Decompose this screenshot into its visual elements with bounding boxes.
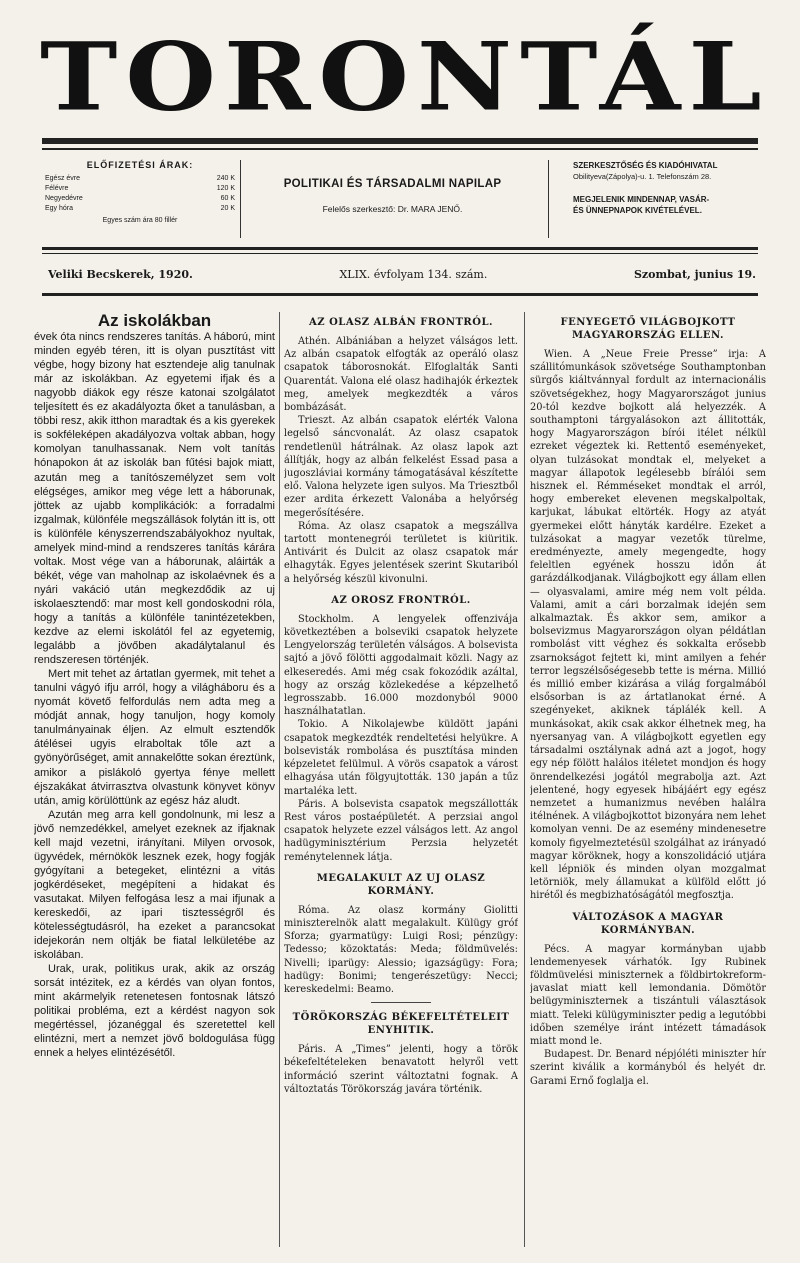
paragraph: Páris. A bolsevista csapatok megszállották Rest város postaépületét. A perzsiai angol csapatok helyzete ezzel válságos lett. Az angol hadügyminisztérium Perzsia helyzetét reménytelennek látja. — [284, 798, 518, 863]
dateline-place: Veliki Becskerek, 1920. — [48, 268, 193, 281]
paragraph: Budapest. Dr. Benard népjóléti miniszter hír szerint kiválik a kormányból és helyét dr. Garami Ernő foglalja el. — [530, 1049, 766, 1087]
paragraph: Páris. A „Times” jelenti, hogy a török békefeltételeken benavatott helyről vett információ szerint változtatni fognak. A változtatás Törökország javára történik. — [284, 1044, 518, 1095]
price-value: 20 K — [220, 205, 235, 212]
separator — [371, 1002, 431, 1003]
price-row — [45, 194, 235, 204]
column-news — [284, 312, 518, 1096]
price-row — [45, 204, 235, 214]
section-heading: VÁLTOZÁSOK A MAGYAR KORMÁNYBAN. — [572, 911, 724, 936]
office-line3: MEGJELENIK MINDENNAP, VASÁR- — [573, 195, 710, 204]
paragraph: Róma. Az olasz csapatok a megszállva tartott montenegrói területet is kiüritik. Antivárit és Dulcit az olasz csapatok már elhagyták. Egyes jelentések szerint Skutariból a helyőrség készül kivonulni. — [284, 520, 518, 585]
paragraph: Urak, urak, politikus urak, akik az ország sorsát intézitek, ez a kérdés van olyan fontos, mint akármelyik retenetesen fontosnak látszó politikai probléma, ezt a kérdést nagyon sok megértéssel, józanéggal és szeretettel kell elintézni, mert a nemzet jövő boldogulása függ ennek a helyes elintézésétől. — [34, 963, 275, 1060]
office-line1: SZERKESZTŐSÉG ÉS KIADÓHIVATAL — [573, 161, 718, 170]
paragraph: Trieszt. Az albán csapatok elérték Valona legelső sáncvonalát. Az olasz csapatok rendetlenül hátrálnak. Az olasz lapok azt állítják, hogy az albán felkelést Essad pasa a jugoszláviai kormány támogatásával készítette elő. Valona helyzete igen sulyos. Ma Triesztből ezer ardita érkezett Valonába a helyőrség megerősítésére. — [284, 415, 518, 519]
paragraph: Tokio. A Nikolajewbe küldött japáni csapatok megkezdték rendeltetési helyükre. A bolsevisták rombolása és pusztítása minden képzeletet felülmul. A vörös csapatok a várost elhagyása után fölgyujtották. 130 japán a tűz martaléka lett. — [284, 719, 518, 797]
section-heading: FENYEGETŐ VILÁGBOJKOTT MAGYARORSZÁG ELLEN. — [560, 317, 736, 341]
column-news-right — [530, 312, 766, 1088]
price-row — [45, 184, 235, 194]
section-heading: AZ OLASZ ALBÁN FRONTRÓL. — [309, 317, 493, 328]
article-title: Az iskolákban — [97, 312, 212, 330]
paragraph: Stockholm. A lengyelek offenzivája következtében a bolseviki csapatok helyzete Lengyelország területén válságos. A bolsevista sajtó a jövő fölötti aggodalmait közli. Nagy az elkeseredés. Ami még csak fokozódik azáltal, hogy az ország közlekedése a képzelhető legrosszabb. 16.000 mozdonyból 9000 használhatatlan. — [284, 613, 518, 718]
tagline: POLITIKAI ÉS TÁRSADALMI NAPILAP — [283, 178, 502, 190]
price-label: Félévre — [45, 185, 69, 192]
editor-line: Felelős szerkesztő: Dr. MARA JENŐ. — [322, 204, 463, 214]
price-value: 240 K — [216, 175, 235, 182]
header-rule-thin — [42, 253, 758, 254]
price-row — [45, 174, 235, 184]
price-label: Negyedévre — [45, 195, 83, 202]
column-divider — [279, 312, 280, 1247]
masthead-rule — [42, 138, 758, 144]
price-label: Egy hóra — [45, 205, 74, 212]
subscription-box — [45, 160, 235, 240]
price-value: 60 K — [220, 195, 235, 202]
single-copy-price: Egyes szám ára 80 fillér — [102, 217, 178, 224]
dateline-rule — [42, 293, 758, 296]
dateline-issue: XLIX. évfolyam 134. szám. — [339, 268, 488, 281]
header-rule — [42, 247, 758, 250]
office-line2: Obilityeva(Zápolya)-u. 1. Telefonszám 28. — [573, 172, 712, 181]
paragraph: Pécs. A magyar kormányban ujabb lendemenyesek várhatók. Igy Rubinek földmüvelési miniszternek a földbirtokreform-javaslat miatt kell lemondania. Dömötör belügyminiszternek a tiszántuli választások miatt. Teleki külügyminiszter pedig a legutóbbi időben személye iránt intézett támadások miatt mond le. — [530, 943, 766, 1047]
office-line4: ÉS ÜNNEPNAPOK KIVÉTELÉVEL. — [573, 206, 702, 215]
subscription-heading: ELŐFIZETÉSI ÁRAK: — [86, 160, 194, 170]
price-label: Egész évre — [45, 175, 81, 182]
paragraph: Wien. A „Neue Freie Presse” irja: A szállitómunkások szövetsége Southamptonban sürgős kiáltvánnyal fordult az internacionális szövetségekhez, hogy Magyarországot junius 20-tól kezdve bojkott alá helyezzék. A southamptoni tárgyalásokon azt állitották, hogy Magyarországon bírói itélet nélkül ezreket végeztek ki. Rettentő eseményeket, olyan tulzásokat mondtak el, melyeket a magyar állapotok legélesebb bírálói sem hisznek el. Rémméseket mondtak el arról, hogy embereket elevenen megskalpoltak, karjukat, lábukat eltörték. Hogy az atyát gyermekei előtt hányták kardélre. Ezeket a tulzásokat a magyar vezetők türelme, eredményezte, amely megengedte, hogy feleltlen egyének hosszu időn át garázdálkodjanak. Világbojkott egy állam ellen — olyasvalami, amire még nem volt példa. Valami, amit a cári borzalmak idején sem alkalmaztak. És akkor sem, amikor a bolsevizmus Magyarországon olyan példátlan rombolást vitt véghez és sokkalta erősebb zsarnokságot fejtett ki, mint amilyen a fehér terror legszélsőségesebb tette is mérna. Millió és millió ember kizárása a világ forgalmából elsősorban is az ártatlanokat érné. A szegényeket, akiknek táplálék kell. A munkásokat, akik csak akkor élhetnek meg, ha nyersanyag van. A világbojkott egyetlen egy társadalmi osztálynak adná azt a jogot, hogy egy nép fölött halálos itéletet mondjon és hogy önrendelkezési jogától megrabolja azt. Azt jelentené, hogy egyesek hibájáért egy egész nemzetet a humanizmus nevében halálra itélnének. A világbojkottot bizonyára nem lehet komolyan venni. De az esemény mindenesetre komoly figyelmeztetésül szolgálhat az irányadó magyar köröknek, hogy a konszolidáció utjára kell lépniök és minden olyan mozgalmat letörniök, mely államukat a külföld előtt jó hirétől és megbizhatóságától megfosztja. — [530, 349, 766, 902]
header-divider — [240, 160, 241, 238]
tagline-box — [245, 160, 540, 240]
paragraph: Mert mit tehet az ártatlan gyermek, mit tehet a tanulni vágyó ifju arról, hogy a világháboru és a nyomát követő felfordulás nem adta meg a módját annak, hogy tanuljon, hogy komoly tanulmányainak éljen. Az elmult esztendők átélései ugyis elraboltak tőle azt a gyönyörűséget, amit annakelőtte sokan éreztünk, amikor a pislákoló gyertya fénye mellett éjszakákat átvirrasztva olvastunk könyvet könyv után, amig körülöttünk az egész ház aludt. — [34, 668, 275, 807]
paragraph: évek óta nincs rendszeres tanítás. A háború, mint minden egyéb téren, itt is olyan pusztítást vitt végbe, hogy bizony hat esztendeje alig tanulnak már az iskolákban. Az egyetemi ifjak és a nagyobb diákok egy része katonai szolgálatot teljesített és ez akadályozta őket a tanulásban, a többi resz, akik itthon maradtak és a kis gyerekek is sokféleképen akadályozva voltak abban, hogy komolyan tanulhassanak. Nem volt tanítás hónapokon át az iskolák ban fűtési bajok miatt, azután meg a tanítószemélyzet sem volt elégséges, amikor meg vége lett a háborunak, jöttek az ujabb komplikációk: a forradalmi izgalmak, különféle megszállások folytán itt is, ott is különféle kényszerrendszabályokhoz nyultak, amelyek mind-mind a rendszeres tanítás kárára voltak. Most vége van a háborunak, aláirták a békét, vége van maholnap az iskolaévnek és a nyári vakáció után megkezdődik az uj iskolaesztendő: mar most kell gondoskodni róla, hogy a tanítás a különféle tanintézetekben, kezdve az elemi iskolától fel az egyetemig, legalább a jövőben akadálytalanul és rendszeresen történjék. — [34, 331, 275, 667]
paragraph: Azután meg arra kell gondolnunk, mi lesz a jövő nemzedékkel, amelyet ezeknek az ifjaknak kell majd vezetni, irányítani. Milyen orvosok, ügyvédek, mérnökök lesznek ezek, hogy fogják gyógyítani a betegeket, elintézni a vitás jogkérdéseket, megépíteni a hidakat és vasutakat. Milyen felfogása lesz a mai ifjunak a kereskedői, az ipari tisztességről és kötelességtudásról, ha ezeket a parancsokat idejekorán nem oltják be fiatal lelkületébe az iskolában. — [34, 808, 275, 962]
section-heading: TÖRÖKORSZÁG BÉKEFELTÉTELEIT ENYHITIK. — [292, 1012, 510, 1037]
dateline — [48, 268, 756, 281]
price-value: 120 K — [216, 185, 235, 192]
masthead-rule-thin — [42, 148, 758, 150]
header-divider — [548, 160, 549, 238]
dateline-date: Szombat, junius 19. — [633, 268, 756, 281]
column-divider — [524, 312, 525, 1247]
office-box — [573, 160, 763, 240]
section-heading: AZ OROSZ FRONTRÓL. — [331, 594, 471, 606]
paragraph: Athén. Albániában a helyzet válságos lett. Az albán csapatok elfogták az operáló olasz csapatok táborosnokát. Elfoglalták Santi Quarentát. Valona elé olasz hadihajók érkeztek meg, amelyek megkezdték a város bombázását. — [284, 336, 518, 414]
masthead-title: TORONTÁL — [40, 21, 770, 132]
paragraph: Róma. Az olasz kormány Giolitti miniszterelnök alatt megalakult. Külügy gróf Sforza; gyarmatügy: Luigi Rosi; pénzügy: Tedesso; közoktatás: Meda; földmüvelés: Nivelli; iparügy: Alessio; igazságügy: Fora; hadügy: Bonimi; tengerészetügy: Necci; kereskedelmi: Beamo. — [284, 904, 518, 995]
column-editorial — [34, 312, 275, 1060]
section-heading: MEGALAKULT AZ UJ OLASZ KORMÁNY. — [316, 872, 486, 897]
